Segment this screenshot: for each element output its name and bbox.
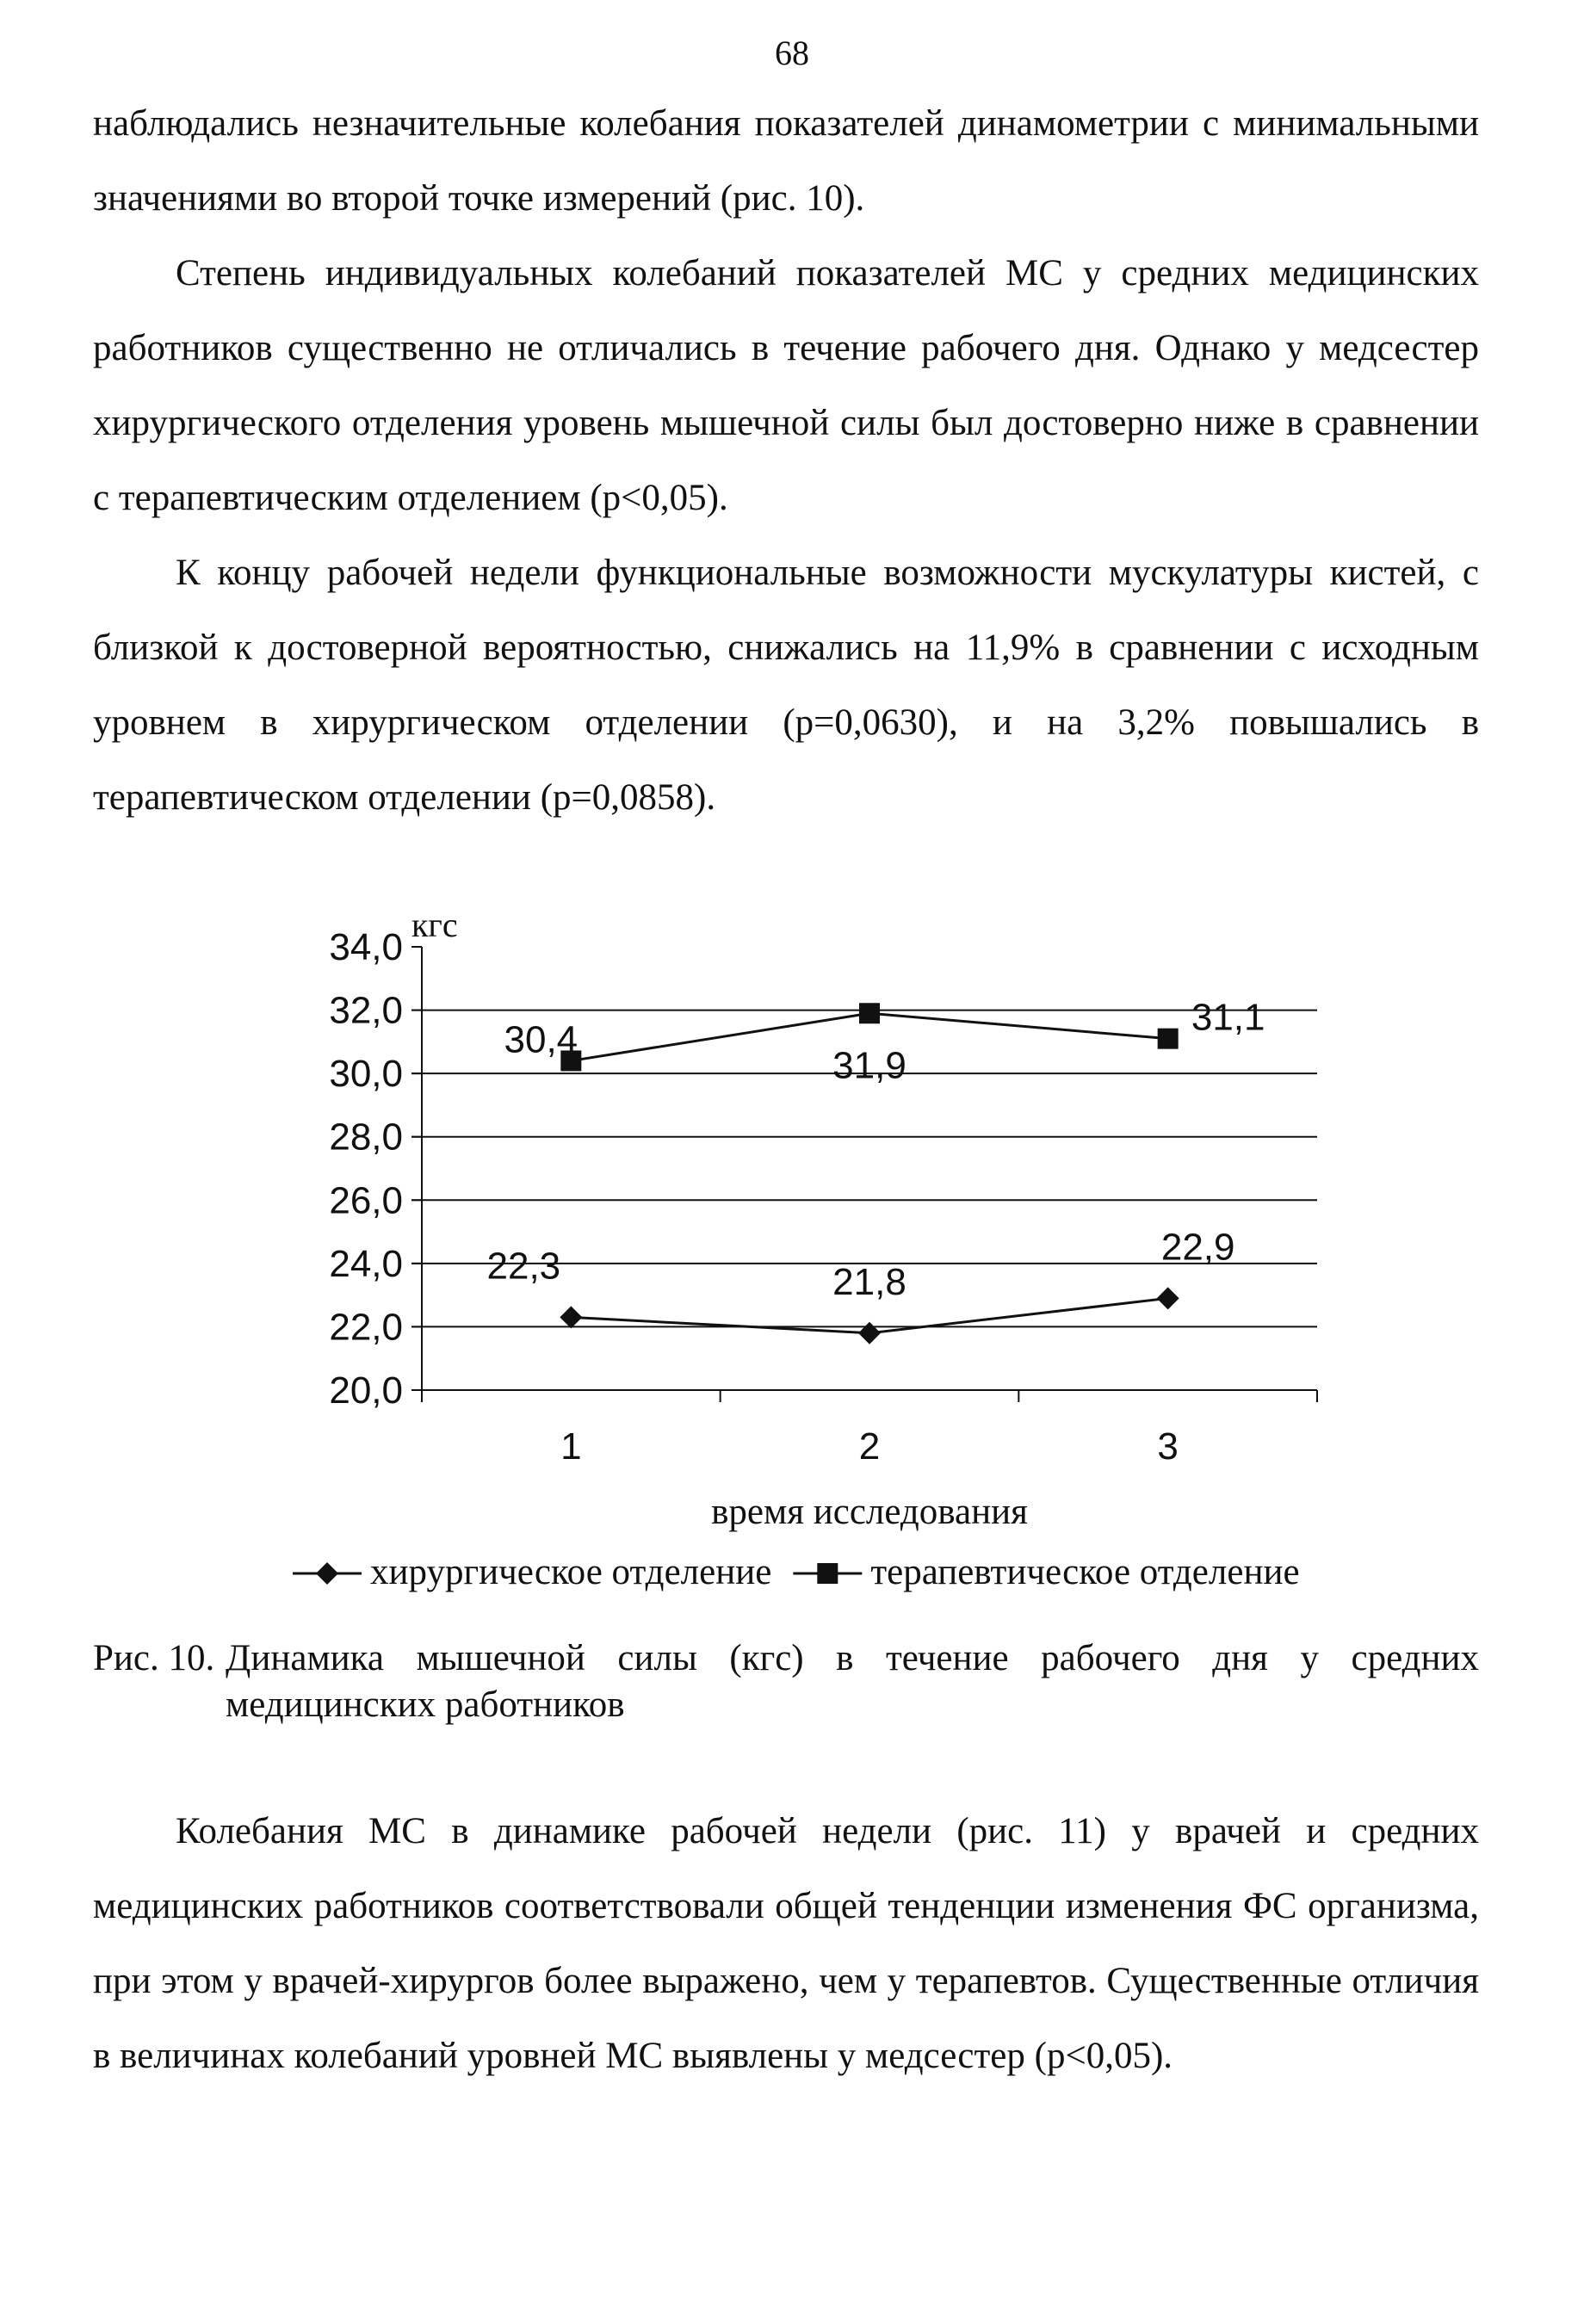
chart-canvas <box>258 895 1395 1610</box>
figure-caption <box>93 1635 1479 1728</box>
data-label: 22,9 <box>1160 1226 1235 1269</box>
legend-marker-square <box>817 1563 838 1584</box>
y-tick-label: 30,0 <box>329 1053 403 1096</box>
legend-label: терапевтическое отделение <box>870 1552 1300 1592</box>
data-label: 31,9 <box>832 1044 906 1087</box>
caption-text: Динамика мышечной силы (кгс) в течение рабочего дня у средних медицинских работников <box>226 1638 1479 1725</box>
caption-label: Рис. 10. <box>93 1638 215 1678</box>
body-text-top <box>93 86 1479 835</box>
legend-label: хирургическое отделение <box>370 1552 772 1592</box>
data-label: 21,8 <box>832 1260 906 1303</box>
y-tick-label: 24,0 <box>329 1242 403 1285</box>
y-unit-label: кгс <box>411 905 458 944</box>
paragraph: К концу рабочей недели функциональные возможности мускулатуры кистей, с близкой к достоверной вероятностью, снижались на 11,9% в сравнении с исходным уровнем в хирургическом отделении (р=0,0630), и на 3,2% повышались в терапевтическом отделении (р=0,0858). <box>93 553 1479 818</box>
body-text-bottom <box>93 1794 1479 2093</box>
line-chart <box>258 895 1395 1610</box>
data-point-square <box>859 1003 880 1023</box>
y-tick-label: 28,0 <box>329 1116 403 1159</box>
y-tick-label: 26,0 <box>329 1179 403 1222</box>
data-label: 30,4 <box>504 1018 579 1061</box>
x-tick-label: 2 <box>858 1425 881 1468</box>
y-tick-label: 22,0 <box>329 1306 403 1349</box>
page-number: 68 <box>775 34 809 72</box>
legend-marker-diamond <box>316 1562 338 1585</box>
x-tick-label: 1 <box>560 1425 582 1468</box>
y-tick-label: 32,0 <box>329 989 403 1032</box>
x-axis-title: время исследования <box>711 1492 1028 1532</box>
data-label: 22,3 <box>486 1245 561 1288</box>
data-point-square <box>1158 1029 1179 1049</box>
data-label: 31,1 <box>1191 996 1265 1039</box>
data-point-diamond <box>560 1306 582 1328</box>
paragraph: Степень индивидуальных колебаний показателей МС у средних медицинских работников существенно не отличались в течение рабочего дня. Однако у медсестер хирургического отделения уровень мышечной силы был достоверно ниже в сравнении с терапевтическим отделением (р<0,05). <box>93 253 1479 518</box>
paragraph: наблюдались незначительные колебания показателей динамометрии с минимальными значениями во второй точке измерений (рис. 10). <box>93 103 1479 219</box>
y-tick-label: 20,0 <box>329 1369 403 1412</box>
data-point-diamond <box>858 1322 881 1344</box>
data-point-diamond <box>1157 1287 1179 1309</box>
x-tick-label: 3 <box>1157 1425 1179 1468</box>
y-tick-label: 34,0 <box>329 926 403 968</box>
paragraph: Колебания МС в динамике рабочей недели (рис. 11) у врачей и средних медицинских работников соответствовали общей тенденции изменения ФС организма, при этом у врачей-хирургов более выражено, чем у терапевтов. Существенные отличия в величинах колебаний уровней МС выявлены у медсестер (р<0,05). <box>93 1811 1479 2076</box>
